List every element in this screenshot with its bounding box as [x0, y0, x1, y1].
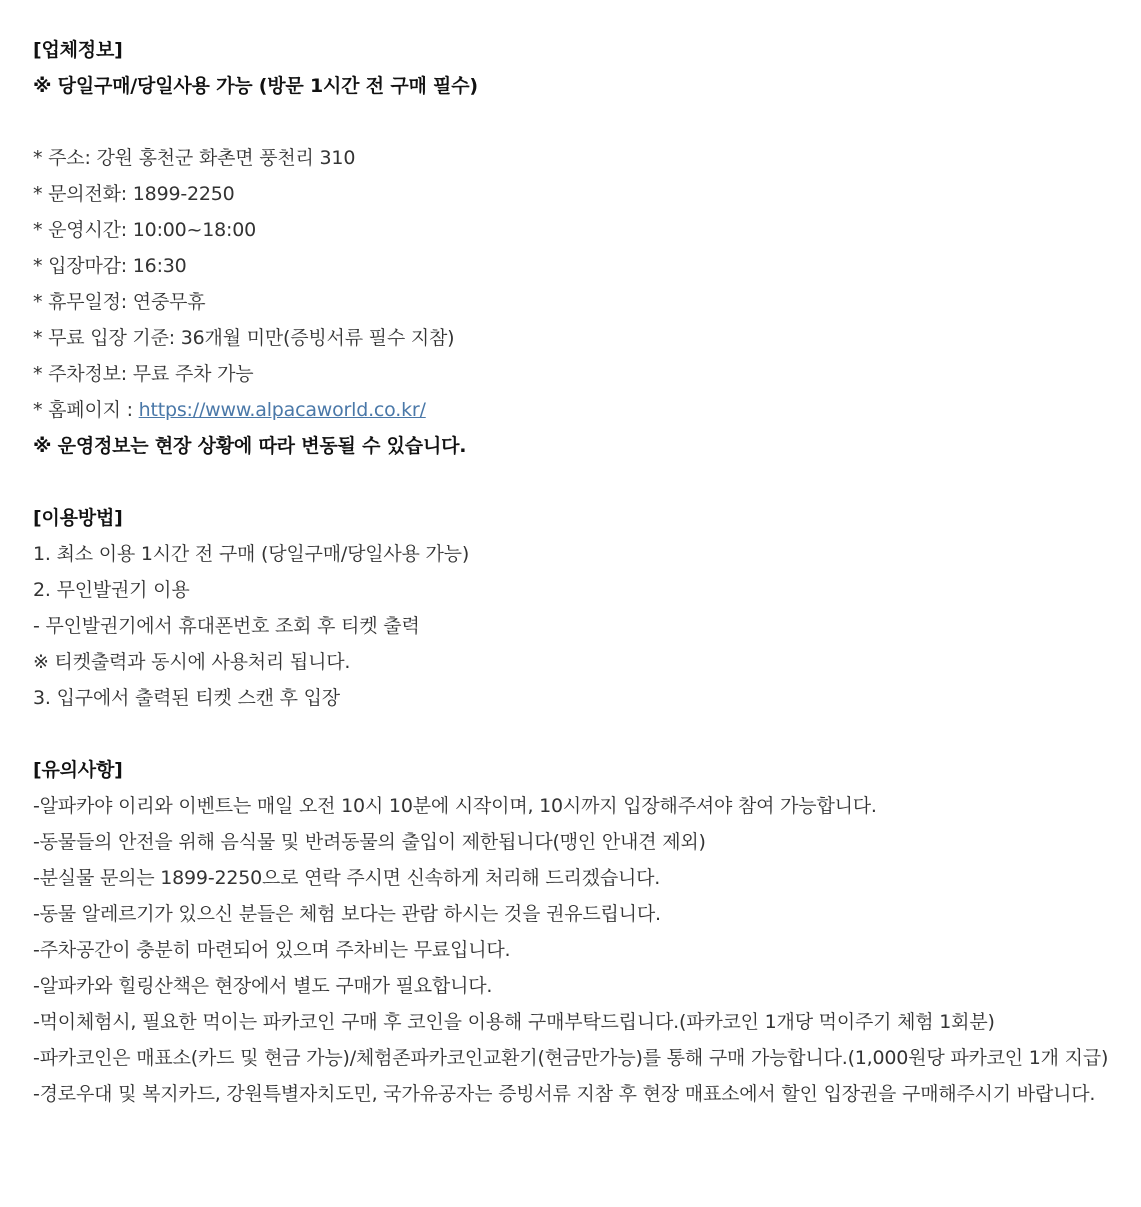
- change-notice: ※ 운영정보는 현장 상황에 따라 변동될 수 있습니다.: [33, 435, 467, 457]
- caution-item: -알파카와 힐링산책은 현장에서 별도 구매가 필요합니다.: [33, 975, 493, 997]
- caution-item: -동물들의 안전을 위해 음식물 및 반려동물의 출입이 제한됩니다(맹인 안내견 제외): [33, 831, 706, 853]
- caution-item: -경로우대 및 복지카드, 강원특별자치도민, 국가유공자는 증빙서류 지참 후 현장 매표소에서 할인 입장권을 구매해주시기 바랍니다.: [33, 1083, 1096, 1105]
- caution-item: -먹이체험시, 필요한 먹이는 파카코인 구매 후 코인을 이용해 구매부탁드립니다.(파카코인 1개당 먹이주기 체험 1회분): [33, 1011, 995, 1033]
- free-entry-line: * 무료 입장 기준: 36개월 미만(증빙서류 필수 지참): [33, 327, 455, 349]
- spacer: [33, 464, 1113, 500]
- address-line: * 주소: 강원 홍천군 화촌면 풍천리 310: [33, 147, 356, 169]
- usage-step: - 무인발권기에서 휴대폰번호 조회 후 티켓 출력: [33, 615, 420, 637]
- phone-line: * 문의전화: 1899-2250: [33, 183, 235, 205]
- hours-line: * 운영시간: 10:00~18:00: [33, 219, 257, 241]
- usage-step: 1. 최소 이용 1시간 전 구매 (당일구매/당일사용 가능): [33, 543, 470, 565]
- usage-step: ※ 티켓출력과 동시에 사용처리 됩니다.: [33, 651, 351, 673]
- usage-heading: [이용방법]: [33, 507, 123, 529]
- usage-step: 3. 입구에서 출력된 티켓 스캔 후 입장: [33, 687, 340, 709]
- homepage-line: [33, 392, 1113, 428]
- cautions-heading: [유의사항]: [33, 759, 123, 781]
- caution-item: -분실물 문의는 1899-2250으로 연락 주시면 신속하게 처리해 드리겠습니다.: [33, 867, 661, 889]
- last-entry-line: * 입장마감: 16:30: [33, 255, 187, 277]
- same-day-notice: ※ 당일구매/당일사용 가능 (방문 1시간 전 구매 필수): [33, 75, 478, 97]
- spacer: [33, 104, 1113, 140]
- caution-item: -파카코인은 매표소(카드 및 현금 가능)/체험존파카코인교환기(현금만가능)를 통해 구매 가능합니다.(1,000원당 파카코인 1개 지급): [33, 1047, 1109, 1069]
- caution-item: -알파카야 이리와 이벤트는 매일 오전 10시 10분에 시작이며, 10시까지 입장해주셔야 참여 가능합니다.: [33, 795, 877, 817]
- spacer: [33, 716, 1113, 752]
- caution-item: -동물 알레르기가 있으신 분들은 체험 보다는 관람 하시는 것을 권유드립니다.: [33, 903, 661, 925]
- closed-days-line: * 휴무일정: 연중무휴: [33, 291, 206, 313]
- homepage-link[interactable]: https://www.alpacaworld.co.kr/: [138, 399, 426, 421]
- info-document: [33, 32, 1113, 1112]
- parking-line: * 주차정보: 무료 주차 가능: [33, 363, 254, 385]
- caution-item: -주차공간이 충분히 마련되어 있으며 주차비는 무료입니다.: [33, 939, 511, 961]
- usage-step: 2. 무인발권기 이용: [33, 579, 190, 601]
- company-info-heading: [업체정보]: [33, 39, 123, 61]
- homepage-label: * 홈페이지 :: [33, 399, 139, 421]
